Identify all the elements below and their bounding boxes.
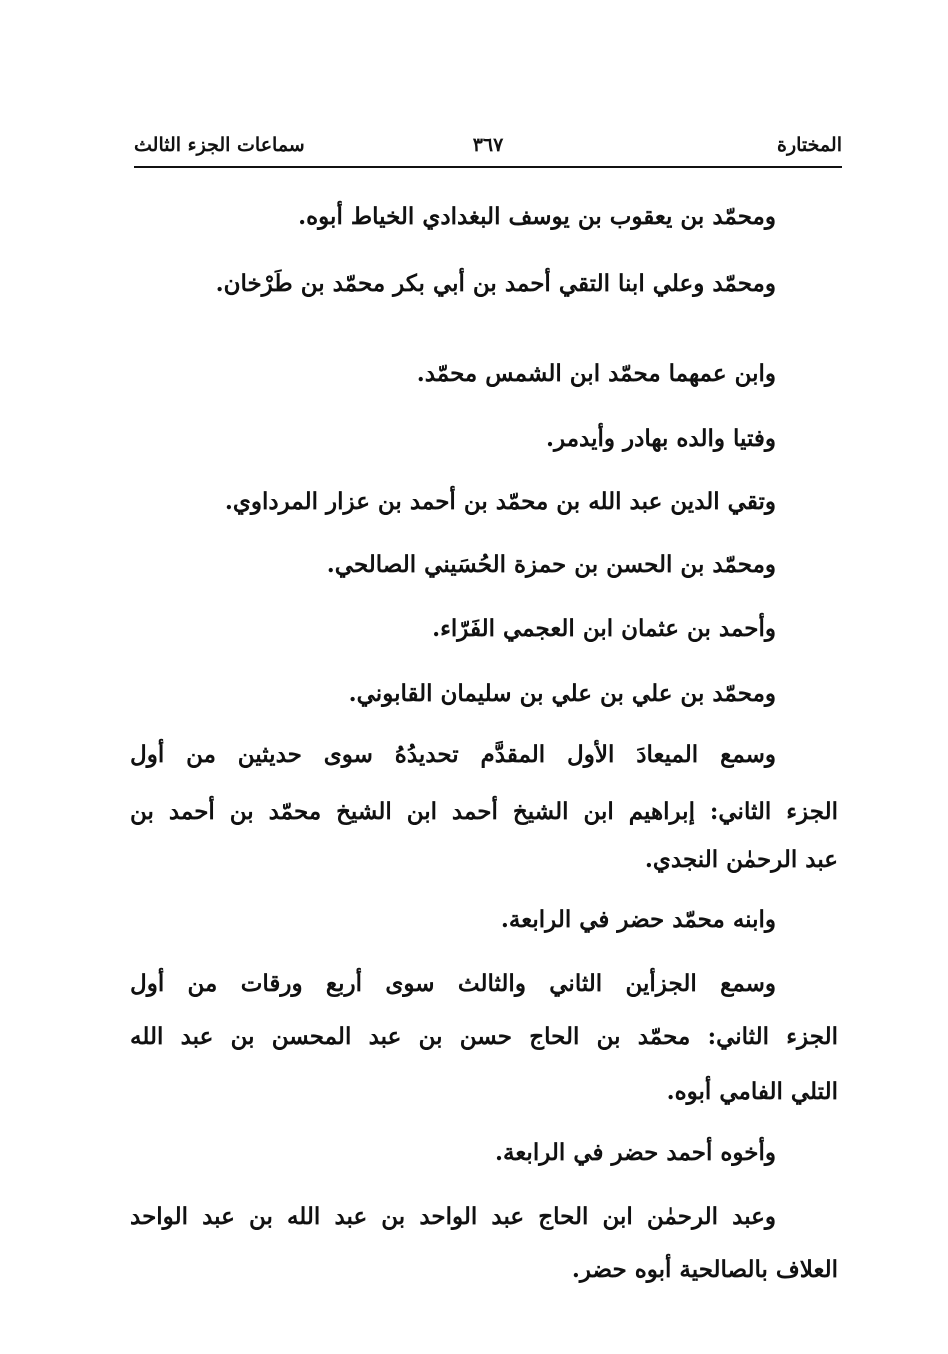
paragraph-line: وسمع الجزأين الثاني والثالث سوى أربع ورقات من أول: [130, 970, 776, 997]
section-title: سماعات الجزء الثالث: [134, 134, 305, 156]
paragraph-line: وعبد الرحمٰن ابن الحاج عبد الواحد بن عبد الله بن عبد الواحد: [130, 1203, 776, 1230]
book-title: المختارة: [777, 134, 842, 156]
text-line: وابن عمهما محمّد ابن الشمس محمّد.: [416, 360, 776, 387]
paragraph-line: الجزء الثاني: إبراهيم ابن الشيخ أحمد ابن الشيخ محمّد بن أحمد بن: [130, 798, 838, 825]
paragraph-line: وسمع الميعادَ الأول المقدَّم تحديدُهُ سوى حديثين من أول: [130, 741, 776, 768]
paragraph-line: الجزء الثاني: محمّد بن الحاج حسن بن عبد المحسن بن عبد الله: [130, 1023, 838, 1050]
text-line: وأحمد بن عثمان ابن العجمي الفَرّاء.: [432, 615, 776, 642]
running-head: [134, 130, 842, 166]
text-line: وفتيا والده بهادر وأيدمر.: [546, 425, 776, 452]
paragraph-line: العلاف بالصالحية أبوه حضر.: [571, 1256, 838, 1283]
text-line: ومحمّد وعلي ابنا التقي أحمد بن أبي بكر محمّد بن طَرْخان.: [215, 270, 776, 297]
page-number: ٣٦٧: [472, 134, 504, 156]
text-line: وأخوه أحمد حضر في الرابعة.: [495, 1139, 776, 1166]
text-line: وابنه محمّد حضر في الرابعة.: [500, 906, 776, 933]
paragraph-line: التلي الفامي أبوه.: [666, 1078, 838, 1105]
header-rule: [134, 166, 842, 168]
text-line: ومحمّد بن يعقوب بن يوسف البغدادي الخياط أبوه.: [298, 203, 776, 230]
text-line: وتقي الدين عبد الله بن محمّد بن أحمد بن عزار المرداوي.: [224, 488, 776, 515]
text-line: ومحمّد بن علي بن علي بن سليمان القابوني.: [348, 680, 776, 707]
paragraph-line: عبد الرحمٰن النجدي.: [644, 846, 838, 873]
text-line: ومحمّد بن الحسن بن حمزة الحُسَيني الصالحي.: [326, 551, 776, 578]
